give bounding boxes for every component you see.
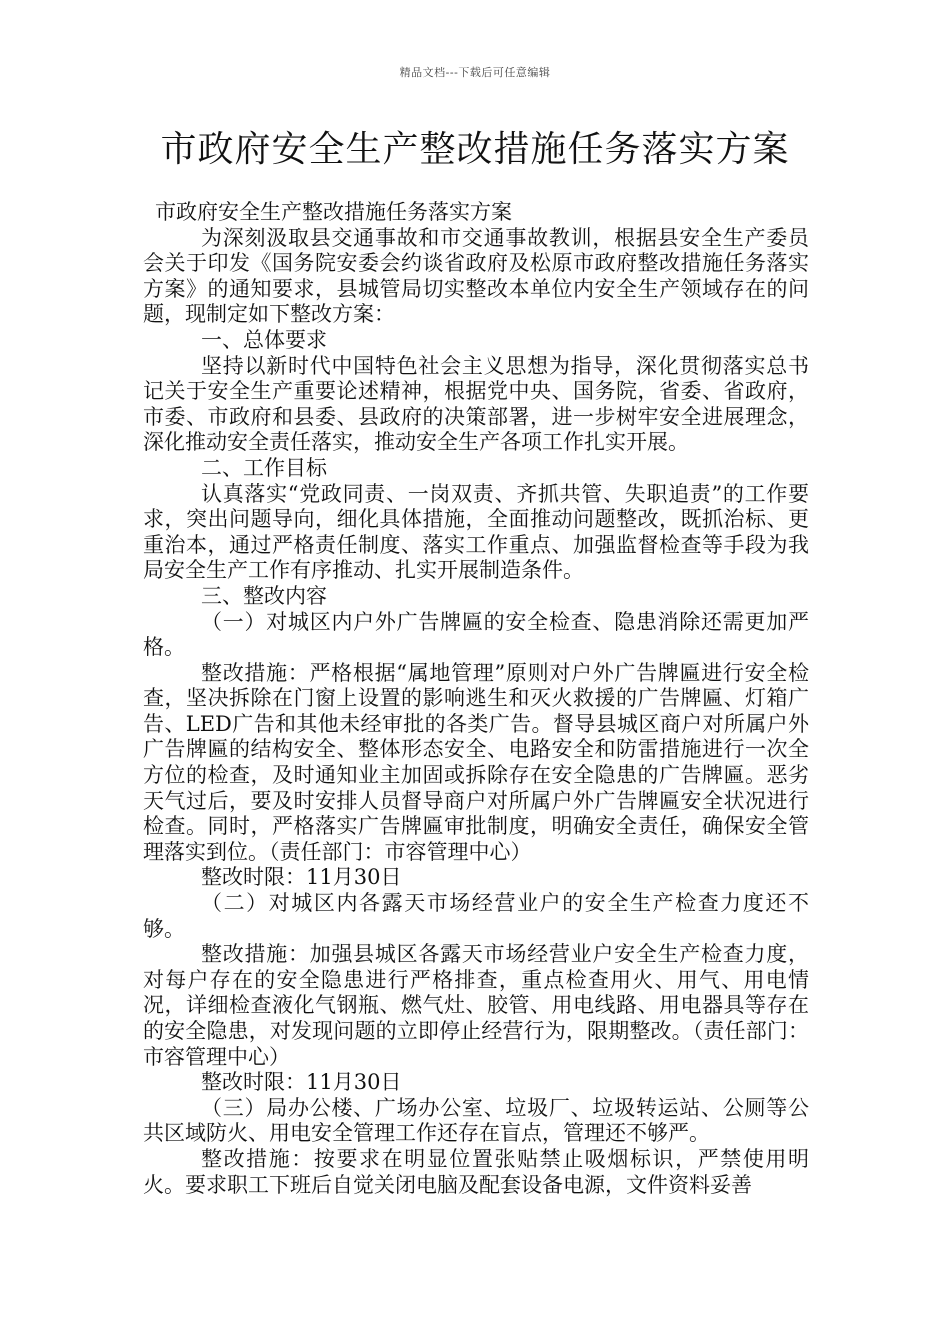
intro-paragraph: 为深刻汲取县交通事故和市交通事故教训，根据县安全生产委员会关于印发《国务院安委会约谈省政府及松原市政府整改措施任务落实方案》的通知要求，县城管局切实整改本单位内安全生产领域存在的问题，现制定如下整改方案： bbox=[143, 225, 809, 327]
issue-2-heading: （二）对城区内各露天市场经营业户的安全生产检查力度还不够。 bbox=[143, 891, 809, 941]
issue-1-deadline: 整改时限：11月30日 bbox=[201, 865, 402, 890]
issue-1-measures: 整改措施：严格根据“属地管理”原则对户外广告牌匾进行安全检查，坚决拆除在门窗上设置的影响逃生和灭火救援的广告牌匾、灯箱广告、LED广告和其他未经审批的各类广告。督导县城区商户对所属户外广告牌匾的结构安全、整体形态安全、电路安全和防雷措施进行一次全方位的检查，及时通知业主加固或拆除存在安全隐患的广告牌匾。恶劣天气过后，要及时安排人员督导商户对所属户外广告牌匾安全状况进行检查。同时，严格落实广告牌匾审批制度，明确安全责任，确保安全管理落实到位。（责任部门：市容管理中心） bbox=[143, 660, 809, 864]
issue-3-heading: （三）局办公楼、广场办公室、垃圾厂、垃圾转运站、公厕等公共区域防火、用电安全管理工作还存在盲点，管理还不够严。 bbox=[143, 1095, 809, 1146]
body-subtitle: 市政府安全生产整改措施任务落实方案 bbox=[155, 200, 512, 224]
issue-1-heading: （一）对城区内户外广告牌匾的安全检查、隐患消除还需更加严格。 bbox=[143, 609, 809, 660]
section-heading-1: 一、总体要求 bbox=[201, 327, 327, 352]
document-body bbox=[143, 200, 809, 1198]
section-2-paragraph: 认真落实“党政同责、一岗双责、齐抓共管、失职追责”的工作要求，突出问题导向，细化具体措施，全面推动问题整改，既抓治标、更重治本，通过严格责任制度、落实工作重点、加强监督检查等手段为我局安全生产工作有序推动、扎实开展制造条件。 bbox=[143, 481, 809, 583]
section-heading-3: 三、整改内容 bbox=[201, 583, 327, 608]
issue-3-measures: 整改措施：按要求在明显位置张贴禁止吸烟标识，严禁使用明火。要求职工下班后自觉关闭电脑及配套设备电源，文件资料妥善 bbox=[143, 1146, 809, 1197]
issue-2-deadline: 整改时限：11月30日 bbox=[201, 1070, 402, 1095]
issue-2-measures: 整改措施：加强县城区各露天市场经营业户安全生产检查力度，对每户存在的安全隐患进行严格排查，重点检查用火、用气、用电情况，详细检查液化气钢瓶、燃气灶、胶管、用电线路、用电器具等存在的安全隐患，对发现问题的立即停止经营行为，限期整改。（责任部门：市容管理中心） bbox=[143, 942, 809, 1069]
document-title: 市政府安全生产整改措施任务落实方案 bbox=[160, 129, 790, 170]
section-1-paragraph: 坚持以新时代中国特色社会主义思想为指导，深化贯彻落实总书记关于安全生产重要论述精神，根据党中央、国务院，省委、省政府，市委、市政府和县委、县政府的决策部署，进一步树牢安全进展理念，深化推动安全责任落实，推动安全生产各项工作扎实开展。 bbox=[143, 353, 809, 455]
page-header-watermark: 精品文档---下载后可任意编辑 bbox=[399, 66, 551, 79]
section-heading-2: 二、工作目标 bbox=[201, 455, 327, 480]
